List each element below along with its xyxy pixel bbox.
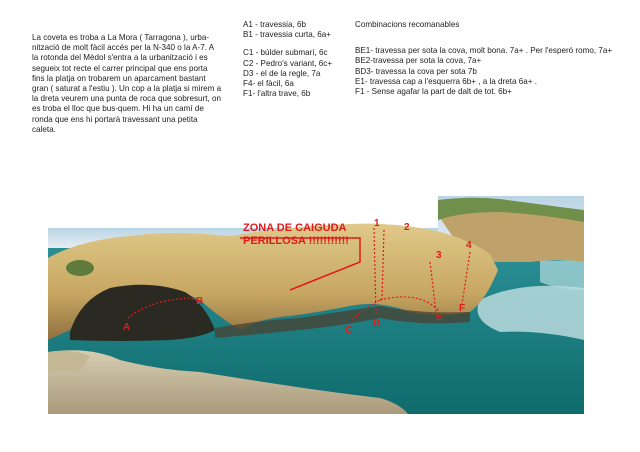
marker-f: F — [459, 303, 466, 314]
marker-a: A — [123, 322, 131, 333]
combo-f1: F1 - Sense agafar la part de dalt de tot. 6b+ — [355, 87, 512, 97]
route-d3: D3 - el de la regle, 7a — [243, 68, 321, 78]
route-a1: A1 - travessia, 6b — [243, 20, 306, 29]
marker-4: 4 — [466, 240, 472, 251]
marker-3: 3 — [436, 250, 442, 261]
marker-e: E — [436, 312, 443, 323]
marker-c: C — [345, 325, 353, 336]
route-f1: F1- l'altra trave, 6b — [243, 89, 311, 99]
route-c1: C1 - búlder submarí, 6c — [243, 48, 328, 58]
combinations-heading: Combinacions recomanables — [355, 20, 460, 29]
combo-e1: E1- travessa cap a l'esquerra 6b+ , a la dreta 6a+ . — [355, 76, 537, 86]
vegetation-patch — [66, 260, 94, 276]
danger-zone-line1: ZONA DE CAIGUDA — [243, 222, 347, 234]
marker-1: 1 — [374, 218, 380, 229]
route-b1: B1 - travessia curta, 6a+ — [243, 30, 331, 40]
combo-be2: BE2-travessa per sota la cova, 7a+ — [355, 56, 482, 66]
intro-paragraph: La coveta es troba a La Mora ( Tarragona ), urba-nització de molt fàcil accés per la N-340 o la A-7. A la rotonda del Mèdol s'entra a la urbanització i es segueix tot recte el carrer principal que ens porta fins la platja on trobarem un aparcament bastant gran ( saturat a l'estiu ). Un cop a la platja si mirem a la dreta veurem una punta de roca que sobresurt, on es troba el lloc que bus-quem. Hi ha un camí de ronda que ens hi portarà travessant una petita caleta. — [32, 33, 222, 134]
marker-d: D — [373, 318, 381, 329]
danger-zone-label — [243, 222, 349, 248]
combo-bd3: BD3- travessa la cova per sota 7b — [355, 66, 477, 76]
marker-b: B — [196, 296, 204, 307]
combo-be1: BE1- travessa per sota la cova, molt bona. 7a+ . Per l'esperó romo, 7a+ — [355, 46, 613, 56]
danger-zone-line2: PERILLOSA !!!!!!!!!!! — [243, 235, 349, 247]
route-f4: F4- el fàcil, 6a — [243, 79, 294, 89]
marker-2: 2 — [404, 222, 410, 233]
route-c2: C2 - Pedro's variant, 6c+ — [243, 58, 333, 68]
